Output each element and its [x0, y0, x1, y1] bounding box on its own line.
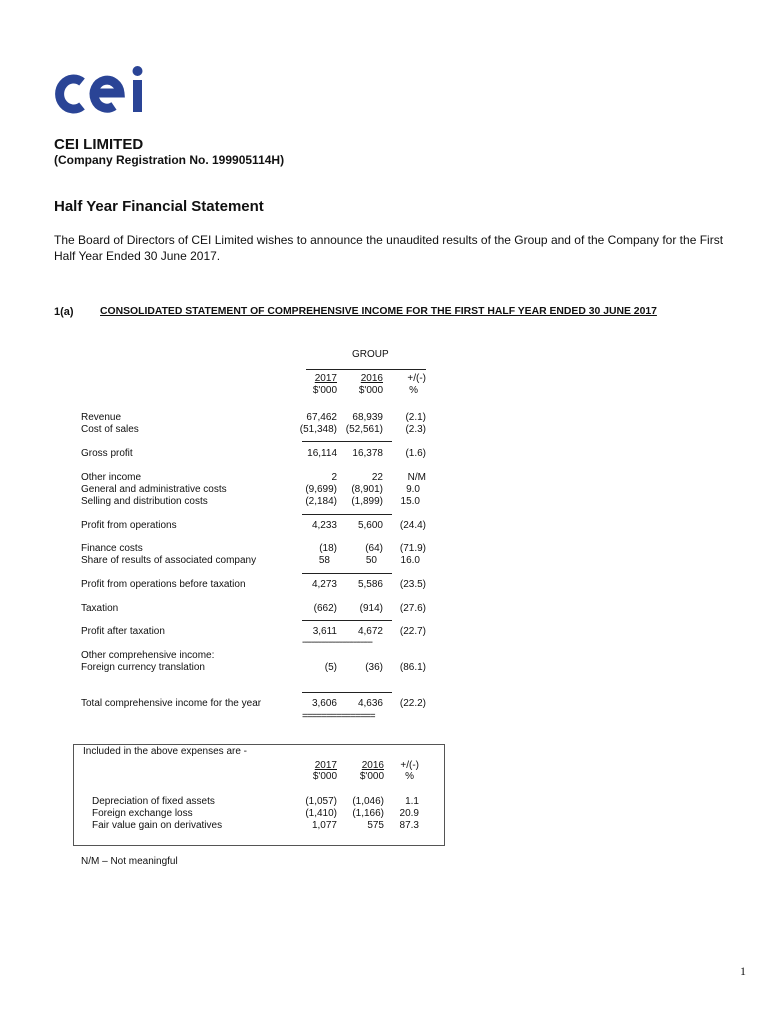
expense-row	[0, 808, 770, 820]
table-row	[0, 555, 770, 567]
table-row	[0, 484, 770, 496]
exp-col-2016-unit: $'000	[359, 771, 384, 782]
value-2016: 4,672	[357, 626, 383, 637]
table-row	[0, 520, 770, 532]
subtotal-rule	[302, 514, 392, 515]
value-change: (71.9)	[399, 543, 426, 554]
row-label: Total comprehensive income for the year	[81, 698, 262, 709]
group-rule	[306, 369, 426, 370]
col-change-unit: %	[409, 385, 418, 396]
table-row	[0, 603, 770, 615]
value-change: N/M	[407, 472, 426, 483]
value-2016: (52,561)	[345, 424, 383, 435]
expenses-unit-header	[0, 771, 770, 783]
logo-letter-c	[60, 79, 82, 109]
value-2017: 4,233	[311, 520, 337, 531]
table-row	[0, 626, 770, 638]
value-2017: 16,114	[307, 448, 337, 459]
column-year-header	[0, 373, 770, 385]
dashed-rule: ------------------------------	[302, 637, 372, 648]
row-label: Cost of sales	[81, 424, 139, 435]
value-2017: (1,057)	[305, 796, 337, 807]
value-2016: 575	[367, 820, 384, 831]
row-label: Revenue	[81, 412, 122, 423]
value-2017: 2	[331, 472, 337, 483]
row-label: Gross profit	[81, 448, 133, 459]
row-label: Profit from operations before taxation	[81, 579, 246, 590]
col-2017-year: 2017	[314, 373, 337, 384]
logo-letter-e	[94, 80, 120, 108]
col-2016-unit: $'000	[358, 385, 383, 396]
value-2017: 67,462	[306, 412, 337, 423]
subtotal-rule	[302, 441, 392, 442]
logo-letter-i	[133, 80, 142, 112]
document-title: Half Year Financial Statement	[54, 198, 264, 215]
value-change: (2.1)	[405, 412, 426, 423]
value-change: (23.5)	[399, 579, 426, 590]
company-name: CEI LIMITED	[54, 136, 144, 153]
col-change-label: +/(-)	[407, 373, 426, 384]
exp-col-2017-year: 2017	[314, 760, 337, 771]
value-change: (22.2)	[399, 698, 426, 709]
value-2016: (8,901)	[351, 484, 383, 495]
value-2017: 4,273	[311, 579, 337, 590]
subtotal-rule	[302, 692, 392, 693]
subtotal-rule	[302, 620, 392, 621]
value-change: (22.7)	[399, 626, 426, 637]
footnote: N/M – Not meaningful	[81, 856, 178, 867]
row-label: Taxation	[81, 603, 119, 614]
exp-col-2016-year: 2016	[361, 760, 384, 771]
value-2017: 1,077	[311, 820, 337, 831]
value-change: 1.1	[405, 796, 419, 807]
value-change: (86.1)	[399, 662, 426, 673]
page-number: 1	[740, 964, 746, 978]
table-row	[0, 412, 770, 424]
value-change: 20.9	[399, 808, 419, 819]
exp-col-change-label: +/(-)	[400, 760, 419, 771]
row-label: Share of results of associated company	[81, 555, 257, 566]
group-label: GROUP	[352, 349, 389, 360]
value-2017: (51,348)	[299, 424, 337, 435]
row-label: Selling and distribution costs	[81, 496, 208, 507]
table-row	[0, 472, 770, 484]
value-2016: 50	[365, 555, 377, 566]
expenses-heading-row	[0, 746, 770, 758]
value-2016: (1,899)	[351, 496, 383, 507]
col-2017-unit: $'000	[312, 385, 337, 396]
table-row	[0, 662, 770, 674]
value-2017: (5)	[324, 662, 337, 673]
value-2017: 58	[318, 555, 330, 566]
value-2017: (2,184)	[305, 496, 337, 507]
registration-number: (Company Registration No. 199905114H)	[54, 153, 285, 167]
value-change: 15.0	[400, 496, 420, 507]
value-change: (2.3)	[405, 424, 426, 435]
value-2016: (1,166)	[352, 808, 384, 819]
value-2016: 68,939	[352, 412, 383, 423]
value-2017: (18)	[319, 543, 337, 554]
value-2017: 3,611	[312, 626, 337, 637]
value-2017: (9,699)	[305, 484, 337, 495]
row-label: Other income	[81, 472, 142, 483]
value-2016: 5,600	[357, 520, 383, 531]
value-change: 16.0	[400, 555, 420, 566]
row-label: Finance costs	[81, 543, 143, 554]
table-row	[0, 496, 770, 508]
row-label: Foreign currency translation	[81, 662, 205, 673]
cei-logo	[52, 66, 148, 118]
table-row	[0, 650, 770, 662]
value-change: (24.4)	[399, 520, 426, 531]
value-2016: 5,586	[357, 579, 383, 590]
exp-col-change-unit: %	[405, 771, 414, 782]
value-2016: 4,636	[357, 698, 383, 709]
section-number: 1(a)	[54, 306, 74, 318]
value-2016: 16,378	[352, 448, 383, 459]
value-2016: (36)	[365, 662, 383, 673]
row-label: Other comprehensive income:	[81, 650, 215, 661]
col-2016-year: 2016	[360, 373, 383, 384]
intro-paragraph: The Board of Directors of CEI Limited wishes to announce the unaudited results of the Group and of the Company for the First Half Year Ended 30 June 2017.	[54, 233, 724, 263]
expense-row	[0, 820, 770, 832]
row-label: Depreciation of fixed assets	[92, 796, 215, 807]
row-label: Foreign exchange loss	[92, 808, 193, 819]
row-label: Fair value gain on derivatives	[92, 820, 223, 831]
value-2016: 22	[371, 472, 383, 483]
value-2017: (1,410)	[305, 808, 337, 819]
value-2016: (914)	[359, 603, 383, 614]
row-label: General and administrative costs	[81, 484, 227, 495]
section-title: CONSOLIDATED STATEMENT OF COMPREHENSIVE INCOME FOR THE FIRST HALF YEAR ENDED 30 JUNE 2017	[100, 306, 657, 317]
value-change: 9.0	[406, 484, 420, 495]
row-label: Profit after taxation	[81, 626, 165, 637]
logo-dot	[133, 66, 143, 76]
value-2016: (64)	[365, 543, 383, 554]
double-rule: ===============	[302, 711, 375, 722]
row-label: Profit from operations	[81, 520, 177, 531]
value-change: 87.3	[399, 820, 419, 831]
expense-row	[0, 796, 770, 808]
value-2017: (662)	[313, 603, 337, 614]
table-row	[0, 579, 770, 591]
column-unit-header	[0, 385, 770, 397]
subtotal-rule	[302, 573, 392, 574]
table-row	[0, 543, 770, 555]
table-row	[0, 424, 770, 436]
exp-col-2017-unit: $'000	[312, 771, 337, 782]
value-change: (27.6)	[399, 603, 426, 614]
value-2016: (1,046)	[352, 796, 384, 807]
table-row	[0, 698, 770, 710]
expenses-heading: Included in the above expenses are -	[83, 746, 247, 757]
value-2017: 3,606	[311, 698, 337, 709]
table-row	[0, 448, 770, 460]
value-change: (1.6)	[405, 448, 426, 459]
